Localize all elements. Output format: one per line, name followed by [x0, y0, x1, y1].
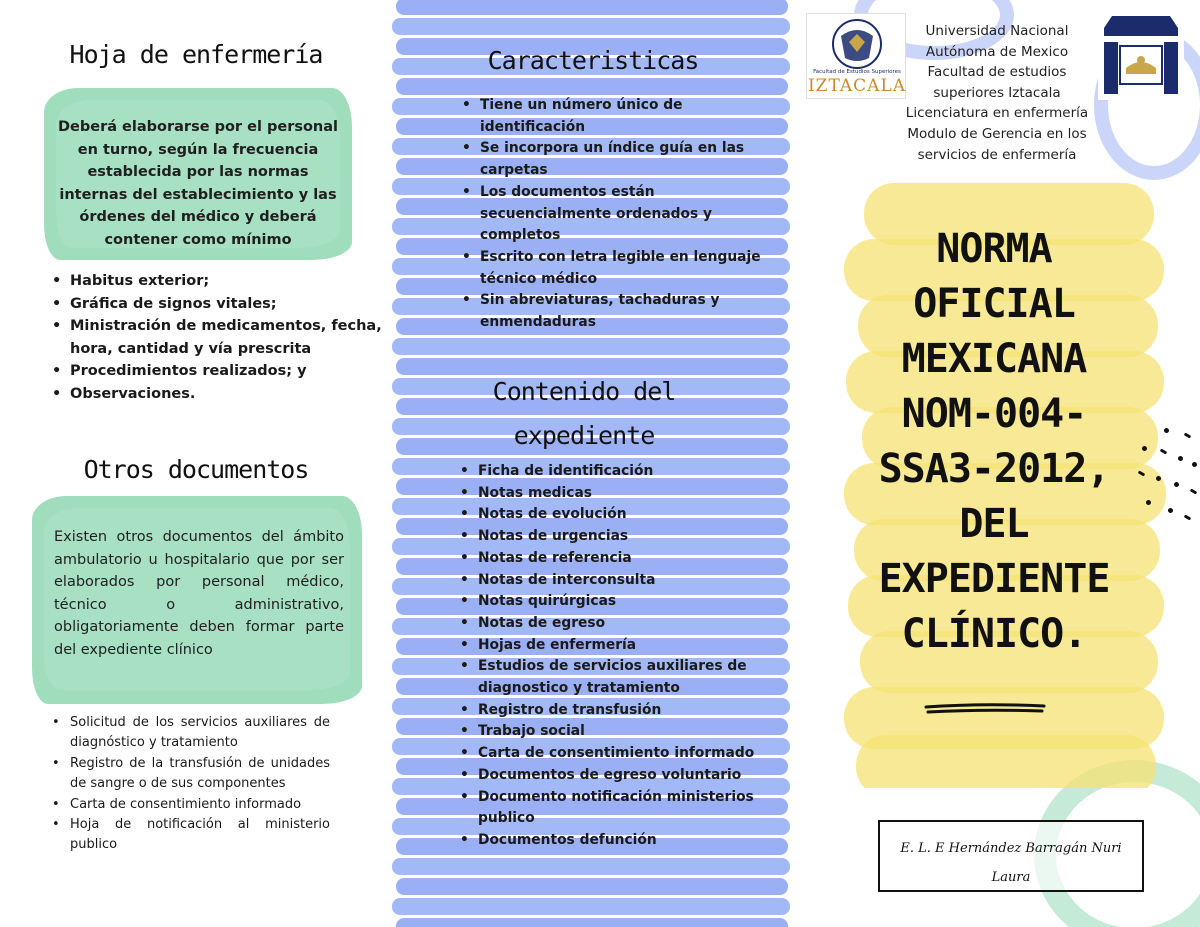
list-item: • Documentos defunción — [460, 830, 760, 852]
list-item: • Trabajo social — [460, 721, 760, 743]
yellow-brush-stroke — [856, 735, 1156, 788]
list-item: • Ficha de identificación — [460, 461, 760, 483]
dot — [1167, 507, 1174, 514]
institution-line: Modulo de Gerencia en los — [907, 125, 1087, 142]
document-title — [858, 222, 1130, 662]
institution-line: Autónoma de Mexico — [925, 43, 1069, 60]
otros-documentos-list — [52, 713, 330, 856]
list-item: • Notas de urgencias — [460, 526, 760, 548]
institution-line: superiores Iztacala — [933, 84, 1061, 101]
heading-otros-documentos: Otros documentos — [83, 455, 309, 484]
blue-brush-stripe — [392, 898, 790, 915]
dot — [1138, 470, 1146, 476]
contenido-expediente-list — [460, 461, 760, 852]
dot — [1190, 488, 1198, 494]
list-item: • Carta de consentimiento informado — [52, 795, 330, 815]
dot — [1184, 432, 1192, 438]
title-line: CLÍNICO. — [901, 611, 1087, 657]
blue-brush-stripe — [392, 18, 790, 35]
list-item: • Hojas de enfermería — [460, 635, 760, 657]
list-item: • Solicitud de los servicios auxiliares de diagnóstico y tratamiento — [52, 713, 330, 754]
logo-caption: Facultad de Estudios Superiores — [813, 69, 901, 75]
list-item: • Habitus exterior; — [52, 270, 382, 293]
institution-line: Licenciatura en enfermería — [905, 105, 1089, 122]
logo-name: IZTACALA — [807, 76, 907, 96]
blue-brush-stripe — [396, 78, 788, 95]
dot — [1191, 461, 1198, 468]
list-item: • Escrito con letra legible en lenguaje técnico médico — [462, 247, 762, 290]
list-item: • Procedimientos realizados; y — [52, 360, 382, 383]
blue-brush-stripe — [396, 878, 788, 895]
list-item: • Registro de transfusión — [460, 700, 760, 722]
author-name — [880, 834, 1142, 892]
blue-brush-stripe — [396, 0, 788, 15]
title-line: NORMA — [936, 226, 1052, 272]
list-item: • Hoja de notificación al ministerio publico — [52, 815, 330, 856]
author-line2: Laura — [991, 870, 1031, 885]
list-item: • Notas medicas — [460, 483, 760, 505]
title-underline-mark — [922, 702, 1048, 716]
list-item: • Notas de evolución — [460, 504, 760, 526]
list-item: • Documento notificación ministerios publico — [460, 787, 760, 830]
caracteristicas-list — [462, 95, 762, 334]
list-item: • Se incorpora un índice guía en las carpetas — [462, 138, 762, 181]
dot — [1160, 448, 1168, 454]
blue-brush-stripe — [392, 858, 790, 875]
enfermeria-house-icon — [1098, 12, 1184, 100]
list-item: • Ministración de medicamentos, fecha, hora, cantidad y vía prescrita — [52, 315, 382, 360]
box-otros-documentos-text: Existen otros documentos del ámbito ambulatorio u hospitalario que por ser elaborados por personal médico, técnico o administrativo, obligatoriamente deben formar parte del expediente clínico — [54, 529, 344, 658]
list-item: • Registro de la transfusión de unidades de sangre o de sus componentes — [52, 754, 330, 795]
title-line: EXPEDIENTE — [878, 556, 1110, 602]
middle-panel — [392, 0, 794, 927]
list-item: • Notas quirúrgicas — [460, 591, 760, 613]
list-item: • Carta de consentimiento informado — [460, 743, 760, 765]
institution-line: Universidad Nacional — [925, 23, 1069, 39]
heading-caracteristicas: Caracteristicas — [487, 46, 699, 75]
list-item: • Sin abreviaturas, tachaduras y enmendaduras — [462, 290, 762, 333]
heading-contenido-expediente — [474, 370, 694, 458]
list-item: • Estudios de servicios auxiliares de diagnostico y tratamiento — [460, 656, 760, 699]
dot — [1155, 475, 1162, 482]
decorative-dots — [1134, 428, 1200, 524]
dot — [1184, 514, 1192, 520]
list-item: • Notas de interconsulta — [460, 570, 760, 592]
enfermeria-logo — [1098, 12, 1184, 100]
title-line: MEXICANA — [901, 336, 1087, 382]
heading-hoja-enfermeria: Hoja de enfermería — [69, 40, 323, 69]
list-item: • Notas de egreso — [460, 613, 760, 635]
left-panel — [0, 0, 392, 927]
blue-brush-stripe — [396, 918, 788, 927]
author-line1: E. L. E Hernández Barragán Nuri — [900, 841, 1122, 856]
hoja-enfermeria-list — [52, 270, 382, 405]
list-item: • Los documentos están secuencialmente ordenados y completos — [462, 182, 762, 247]
blue-brush-stripe — [392, 338, 790, 355]
dot — [1173, 481, 1180, 488]
author-box — [878, 820, 1144, 892]
title-line: OFICIAL — [913, 281, 1075, 327]
title-line: DEL — [959, 501, 1029, 547]
institution-line: Facultad de estudios — [927, 64, 1067, 81]
list-item: • Tiene un número único de identificación — [462, 95, 762, 138]
title-line: NOM-004- — [901, 391, 1087, 437]
heading-contenido-line1: Contenido del — [492, 377, 676, 406]
dot — [1163, 427, 1170, 434]
dot — [1177, 455, 1184, 462]
institution-info — [894, 21, 1100, 165]
list-item: • Notas de referencia — [460, 548, 760, 570]
dot — [1145, 499, 1152, 506]
list-item: • Documentos de egreso voluntario — [460, 765, 760, 787]
unam-iztacala-logo — [806, 13, 906, 99]
heading-contenido-line2: expediente — [513, 421, 655, 450]
dot — [1141, 445, 1148, 452]
list-item: • Observaciones. — [52, 383, 382, 406]
institution-line: servicios de enfermería — [917, 146, 1077, 163]
box-hoja-enfermeria-text: Deberá elaborarse por el personal en turno, según la frecuencia establecida por las normas internas del establecimiento y las órdenes del médico y deberá contener como mínimo — [57, 119, 339, 248]
title-line: SSA3-2012, — [878, 446, 1110, 492]
list-item: • Gráfica de signos vitales; — [52, 293, 382, 316]
